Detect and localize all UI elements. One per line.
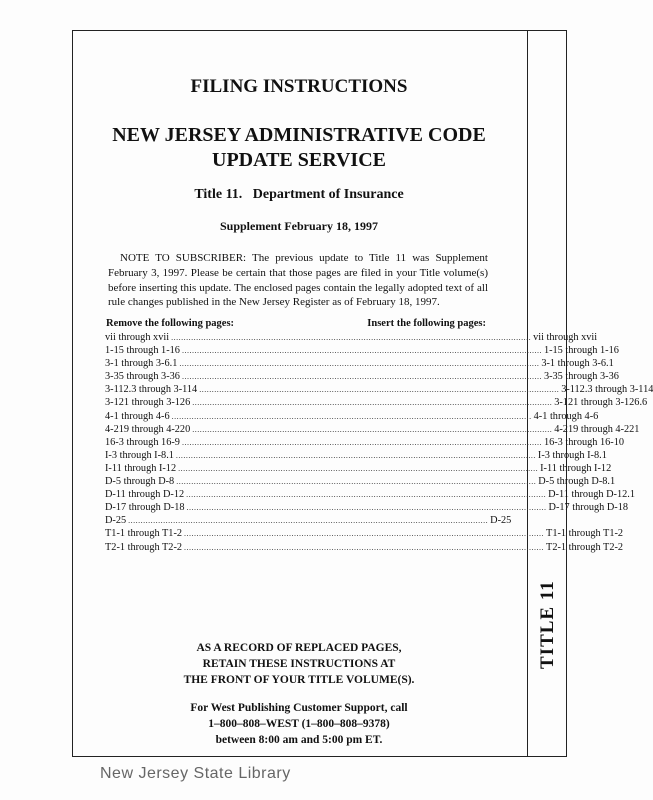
- table-row: [105, 528, 624, 541]
- leader-dots: ................................................................................................................................................: [178, 463, 539, 473]
- insert-pages: 4-219 through 4-221: [554, 423, 640, 435]
- insert-pages: T2-1 through T2-2: [546, 541, 624, 553]
- leader-dots: ................................................................................................................................................: [175, 450, 536, 460]
- remove-pages: D-17 through D-18: [105, 502, 185, 514]
- leader-dots: ................................................................................................................................................: [181, 372, 542, 382]
- table-row: [105, 476, 616, 489]
- page-list: [105, 332, 653, 555]
- remove-pages: 4-219 through 4-220: [105, 423, 191, 435]
- insert-pages: 3-1 through 3-6.1: [541, 358, 614, 370]
- insert-pages: I-3 through I-8.1: [537, 449, 607, 461]
- remove-pages: D-5 through D-8: [105, 476, 175, 488]
- table-row: [105, 384, 653, 397]
- retain-line-3: THE FRONT OF YOUR TITLE VOLUME(S).: [183, 674, 415, 686]
- leader-dots: ................................................................................................................................................: [181, 346, 542, 356]
- remove-pages: vii through xvii: [105, 332, 170, 343]
- note-to-subscriber: NOTE TO SUBSCRIBER: The previous update to Title 11 was Supplement February 3, 1997. Please be certain that those pages are filed in your Title volume(s) before inserting this update. The enclosed pages contain the legally adopted text of all rule changes published in the New Jersey Register as of February 18, 1997.: [108, 252, 488, 309]
- remove-pages: 3-35 through 3-36: [105, 371, 180, 383]
- table-row: [105, 541, 624, 555]
- insert-pages: 16-3 through 16-10: [543, 436, 625, 448]
- remove-pages: 1-15 through 1-16: [105, 345, 180, 357]
- supplement-line: Supplement February 18, 1997: [219, 219, 378, 233]
- leader-dots: ................................................................................................................................................: [192, 424, 553, 434]
- table-row: [105, 515, 512, 528]
- leader-dots: ................................................................................................................................................: [192, 398, 553, 408]
- remove-pages: T2-1 through T2-2: [105, 541, 183, 553]
- code-heading: NEW JERSEY ADMINISTRATIVE CODE: [112, 124, 486, 146]
- table-row: [105, 345, 619, 358]
- table-row: [105, 371, 619, 384]
- remove-column-header: Remove the following pages:: [106, 318, 235, 329]
- table-row: [105, 436, 625, 450]
- leader-dots: ................................................................................................................................................: [181, 437, 542, 447]
- remove-pages: I-11 through I-12: [105, 462, 177, 474]
- table-row: [105, 332, 598, 345]
- remove-pages: 4-1 through 4-6: [105, 410, 170, 422]
- leader-dots: ................................................................................................................................................: [199, 385, 560, 395]
- table-row: [105, 410, 599, 424]
- insert-pages: D-25: [490, 515, 512, 527]
- remove-pages: 3-1 through 3-6.1: [105, 358, 178, 370]
- table-row: [105, 502, 629, 515]
- retain-line-1: AS A RECORD OF REPLACED PAGES,: [196, 642, 402, 654]
- table-row: [105, 397, 648, 410]
- table-row: [105, 489, 635, 502]
- insert-pages: I-11 through I-12: [540, 462, 612, 474]
- leader-dots: ................................................................................................................................................: [186, 490, 547, 500]
- remove-pages: 16-3 through 16-9: [105, 436, 180, 448]
- support-phone: 1–800–808–WEST (1–800–808–9378): [208, 718, 390, 730]
- support-line-1: For West Publishing Customer Support, call: [190, 702, 408, 714]
- leader-dots: ................................................................................................................................................: [176, 477, 537, 487]
- leader-dots: ................................................................................................................................................: [171, 333, 532, 342]
- insert-pages: D-5 through D-8.1: [538, 476, 616, 488]
- remove-pages: D-11 through D-12: [105, 489, 185, 501]
- insert-pages: D-17 through D-18: [548, 502, 629, 514]
- insert-pages: 1-15 through 1-16: [543, 345, 619, 357]
- insert-pages: T1-1 through T1-2: [546, 528, 624, 540]
- remove-pages: T1-1 through T1-2: [105, 528, 183, 540]
- insert-pages: 3-121 through 3-126.6: [554, 397, 648, 409]
- insert-pages: D-11 through D-12.1: [548, 489, 635, 501]
- remove-pages: I-3 through I-8.1: [105, 449, 174, 461]
- insert-pages: 3-35 through 3-36: [543, 371, 619, 383]
- leader-dots: ................................................................................................................................................: [171, 411, 532, 421]
- insert-pages: 4-1 through 4-6: [533, 410, 599, 422]
- remove-pages: 3-112.3 through 3-114: [105, 384, 198, 396]
- leader-dots: ................................................................................................................................................: [186, 503, 547, 513]
- remove-pages: D-25: [105, 515, 127, 527]
- insert-column-header: Insert the following pages:: [367, 318, 486, 329]
- leader-dots: ................................................................................................................................................: [184, 542, 545, 552]
- library-stamp: New Jersey State Library: [100, 765, 291, 782]
- table-row: [105, 423, 640, 437]
- remove-pages: 3-121 through 3-126: [105, 397, 191, 409]
- support-hours: between 8:00 am and 5:00 pm ET.: [215, 734, 383, 746]
- leader-dots: ................................................................................................................................................: [184, 529, 545, 539]
- retain-line-2: RETAIN THESE INSTRUCTIONS AT: [202, 658, 396, 670]
- table-row: [105, 449, 607, 463]
- leader-dots: ................................................................................................................................................: [128, 516, 489, 526]
- leader-dots: ................................................................................................................................................: [179, 359, 540, 369]
- title-line: Title 11. Department of Insurance: [194, 187, 404, 202]
- table-row: [105, 358, 614, 371]
- filing-heading: FILING INSTRUCTIONS: [190, 76, 408, 97]
- tab-label: TITLE 11: [537, 580, 558, 669]
- insert-pages: vii through xvii: [533, 332, 598, 343]
- update-heading: UPDATE SERVICE: [212, 149, 386, 171]
- table-row: [105, 462, 612, 476]
- insert-pages: 3-112.3 through 3-114: [561, 384, 653, 396]
